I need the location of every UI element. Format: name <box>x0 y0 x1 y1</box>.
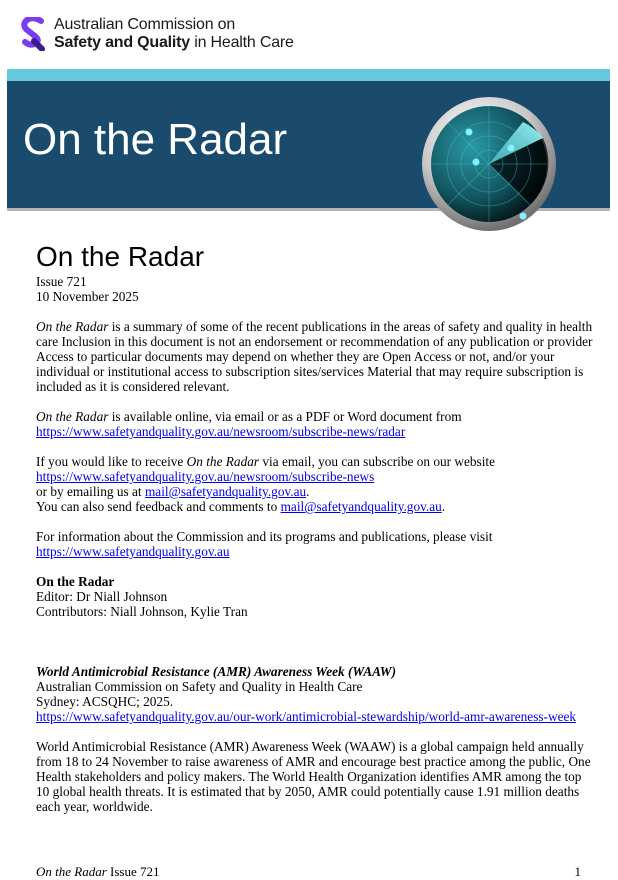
document-title: On the Radar <box>36 241 205 272</box>
feedback-line: You can also send feedback and comments to mail@safetyandquality.gov.au. <box>36 499 446 514</box>
credits-editor: Editor: Dr Niall Johnson <box>36 589 168 604</box>
availability-paragraph: On the Radar is available online, via email or as a PDF or Word document from <box>36 409 462 424</box>
issue-date: 10 November 2025 <box>36 289 139 304</box>
article-citation: Sydney: ACSQHC; 2025. <box>36 694 174 709</box>
banner-cyan-strip <box>7 69 610 81</box>
credits-heading: On the Radar <box>36 574 115 589</box>
radar-subscribe-link[interactable]: https://www.safetyandquality.gov.au/newsroom/subscribe-news/radar <box>36 424 406 439</box>
page-number: 1 <box>574 864 581 879</box>
intro-paragraph: On the Radar is a summary of some of the recent publications in the areas of safety and quality in health care Inclusion in this document is not an endorsement or recommendation of any publication or provider Access to particular documents may depend on whether they are Open Access or not, and/or your individual or institutional access to subscription sites/services Material that may require subscription is included as it is considered relevant. <box>36 319 593 394</box>
banner-title: On the Radar <box>23 115 288 164</box>
article-publisher: Australian Commission on Safety and Quality in Health Care <box>36 679 363 694</box>
feedback-email-link[interactable]: mail@safetyandquality.gov.au <box>280 499 442 514</box>
credits-contributors: Contributors: Niall Johnson, Kylie Tran <box>36 604 248 619</box>
header-banner <box>7 69 610 211</box>
org-logo <box>20 16 294 52</box>
footer-issue: On the Radar Issue 721 <box>36 864 160 879</box>
commission-website-link[interactable]: https://www.safetyandquality.gov.au <box>36 544 230 559</box>
document-body <box>36 240 596 814</box>
subscribe-paragraph: If you would like to receive On the Radar via email, you can subscribe on our website <box>36 454 496 469</box>
issue-number: Issue 721 <box>36 274 87 289</box>
email-line: or by emailing us at mail@safetyandquality.gov.au. <box>36 484 310 499</box>
subscribe-news-link[interactable]: https://www.safetyandquality.gov.au/newsroom/subscribe-news <box>36 469 375 484</box>
article-title: World Antimicrobial Resistance (AMR) Awareness Week (WAAW) <box>36 664 397 679</box>
article-link[interactable]: https://www.safetyandquality.gov.au/our-work/antimicrobial-stewardship/world-amr-awareness-week <box>36 709 577 724</box>
org-name-line2: Safety and Quality in Health Care <box>54 34 294 51</box>
article-body: World Antimicrobial Resistance (AMR) Awareness Week (WAAW) is a global campaign held annually from 18 to 24 November to raise awareness of AMR and encourage best practice among the public, One Health stakeholders and policy makers. The World Health Organization identifies AMR among the top 10 global health threats. It is estimated that by 2050, AMR could potentially cause 1.91 million deaths each year, worldwide. <box>36 739 591 814</box>
radar-icon <box>421 96 557 232</box>
info-paragraph: For information about the Commission and its programs and publications, please visit <box>36 529 493 544</box>
email-link[interactable]: mail@safetyandquality.gov.au <box>144 484 307 499</box>
org-name-line1: Australian Commission on <box>54 16 236 33</box>
sq-logo-icon <box>20 17 46 51</box>
